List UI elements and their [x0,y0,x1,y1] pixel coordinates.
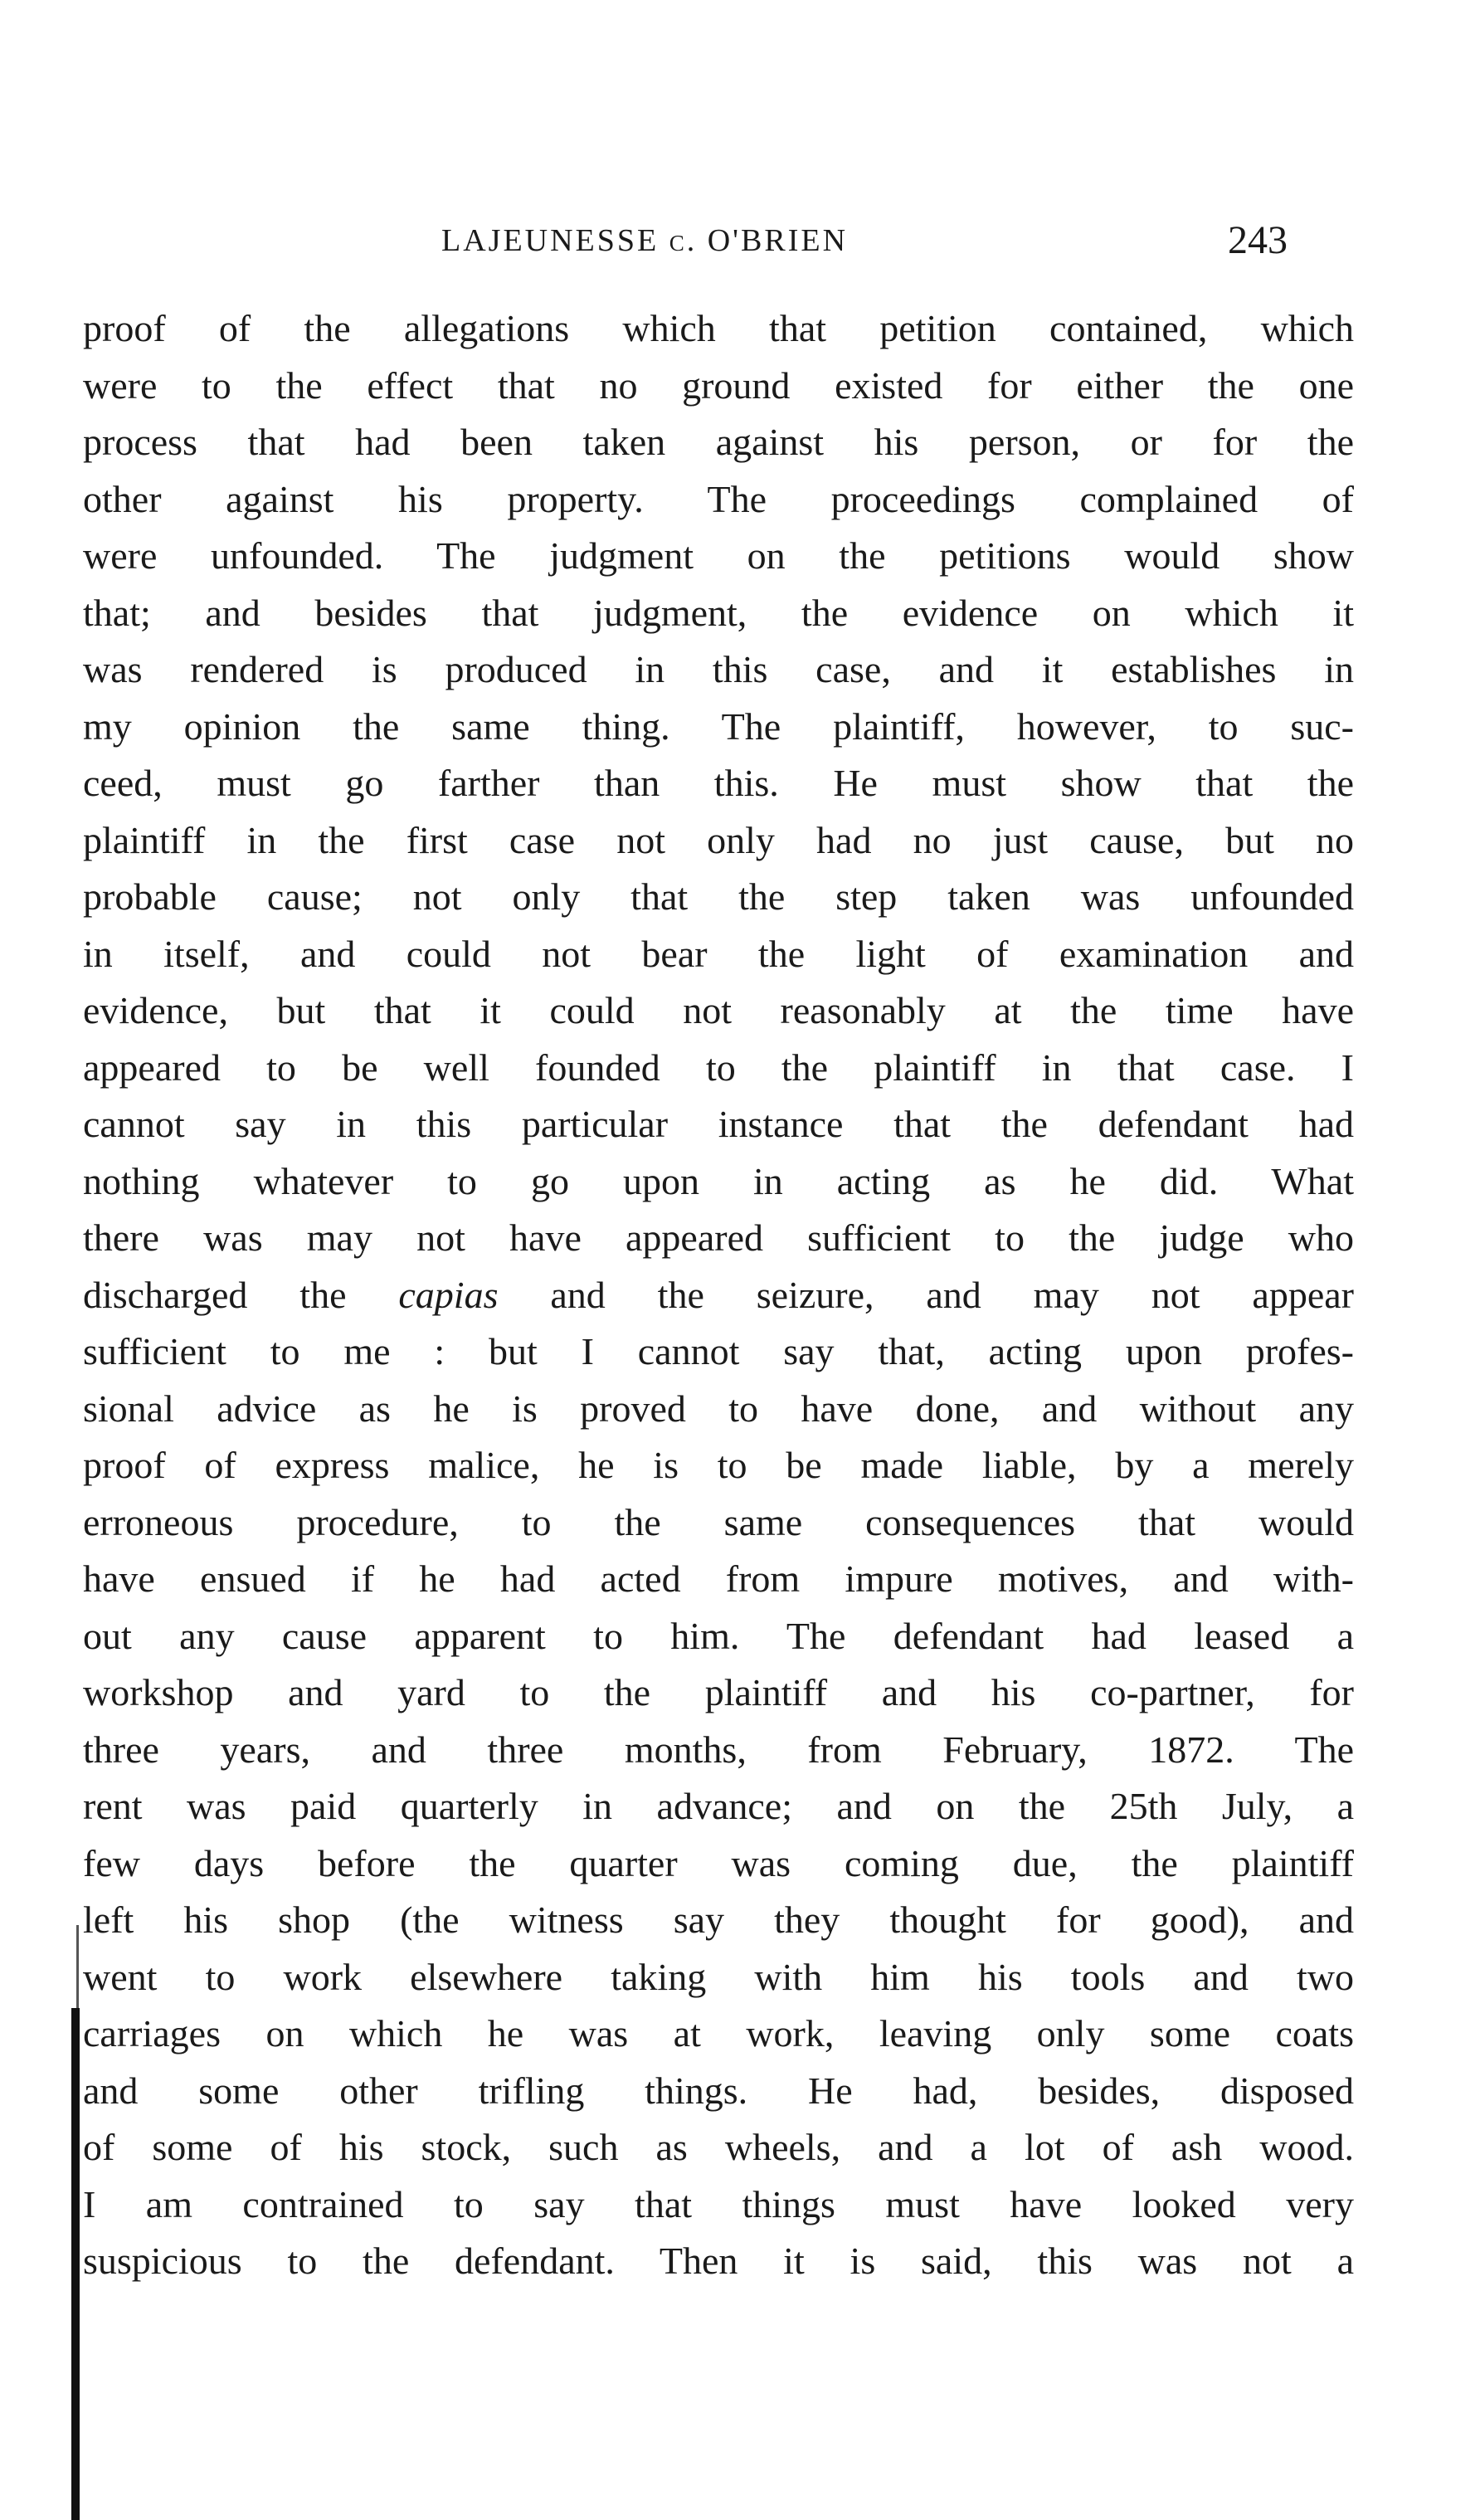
text-line: have ensued if he had acted from impure motives, and with- [83,1557,1354,1600]
text-line: cannot say in this particular instance that the defendant had [83,1103,1354,1145]
text-line: nothing whatever to go upon in acting as he did. What [83,1159,1354,1202]
text-line: left his shop (the witness say they thought for good), and [83,1899,1354,1941]
text-line: were unfounded. The judgment on the petitions would show [83,534,1354,577]
page-number: 243 [1228,218,1288,262]
text-line: out any cause apparent to him. The defendant had leased a [83,1614,1354,1657]
text-line: was rendered is produced in this case, and it establishes in [83,648,1354,690]
text-line: proof of the allegations which that petition contained, which [83,307,1354,349]
text-line: my opinion the same thing. The plaintiff, however, to suc- [83,704,1354,748]
text-line: three years, and three months, from February, 1872. The [83,1728,1354,1771]
running-title: LAJEUNESSE c. O'BRIEN [441,223,849,258]
text-line: went to work elsewhere taking with him his tools and two [83,1955,1354,1998]
text-line: sional advice as he is proved to have done, and without any [83,1387,1354,1430]
text-line: and some other trifling things. He had, besides, disposed [83,2069,1354,2112]
text-line: of some of his stock, such as wheels, and a lot of ash wood. [83,2126,1354,2168]
running-head [83,217,1377,267]
text-line: ceed, must go farther than this. He must show that the [83,762,1354,804]
text-line: proof of express malice, he is to be made liable, by a merely [83,1444,1354,1486]
text-segment: discharged the [83,1273,399,1316]
text-line: process that had been taken against his person, or for the [83,421,1354,463]
text-line: workshop and yard to the plaintiff and his co-partner, for [83,1671,1354,1713]
body-text [83,300,1354,2290]
text-line: sufficient to me : but I cannot say that, acting upon profes- [83,1330,1354,1372]
text-line: evidence, but that it could not reasonably at the time have [83,989,1354,1031]
text-line: few days before the quarter was coming due, the plaintiff [83,1841,1354,1884]
binding-edge [71,2008,80,2520]
text-line: appeared to be well founded to the plaintiff in that case. I [83,1046,1354,1089]
text-line: in itself, and could not bear the light of examination and [83,932,1354,975]
text-line: erroneous procedure, to the same consequences that would [83,1500,1354,1543]
gutter-shadow [76,1925,79,2016]
text-line: that; and besides that judgment, the evidence on which it [83,591,1354,634]
italic-term: capias [398,1273,499,1316]
text-line-with-italic [83,1267,1354,1324]
text-line: probable cause; not only that the step taken was unfounded [83,875,1354,918]
text-line: rent was paid quarterly in advance; and on the 25th July, a [83,1785,1354,1827]
text-line: plaintiff in the first case not only had no just cause, but no [83,818,1354,861]
text-segment: and the seizure, and may not appear [498,1273,1354,1316]
text-line: there was may not have appeared sufficient to the judge who [83,1216,1354,1259]
text-line: I am contrained to say that things must have looked very [83,2182,1354,2225]
text-line: other against his property. The proceedings complained of [83,477,1354,520]
text-line: were to the effect that no ground existed for either the one [83,363,1354,407]
text-line: carriages on which he was at work, leaving only some coats [83,2012,1354,2055]
text-line: suspicious to the defendant. Then it is said, this was not a [83,2240,1354,2282]
